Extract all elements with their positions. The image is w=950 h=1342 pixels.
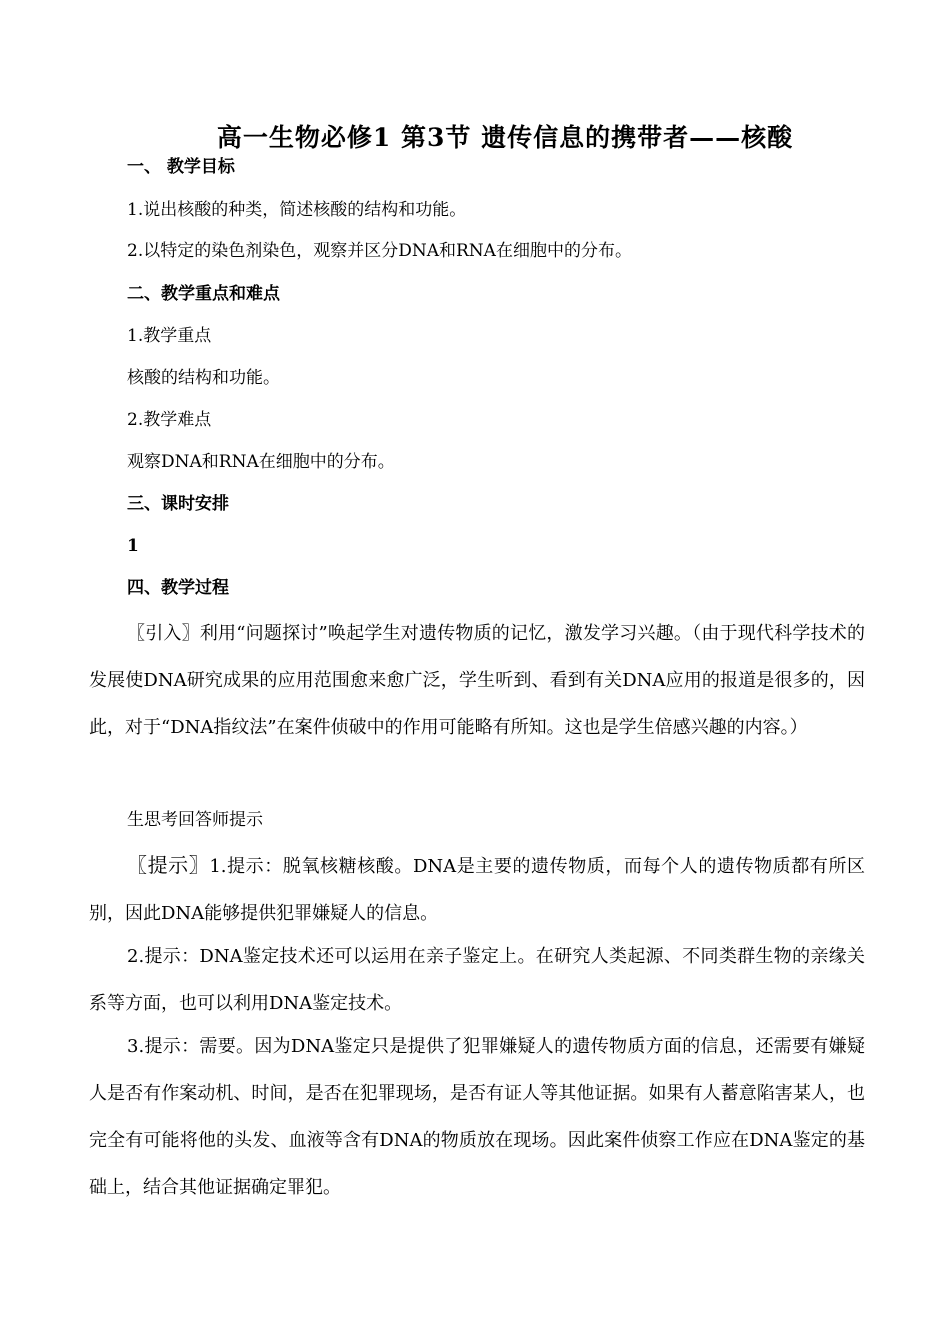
hint-label: 〖提示〗 bbox=[127, 853, 210, 877]
intro-paragraph: 〖引入〗利用“问题探讨”唤起学生对遗传物质的记忆，激发学习兴趣。（由于现代科学技术的发展使DNA研究成果的应用范围愈来愈广泛，学生听到、看到有关DNA应用的报道是很多的，因此，对于“DNA指纹法”在案件侦破中的作用可能略有所知。这也是学生倍感兴趣的内容。） bbox=[89, 623, 865, 738]
difficulty: 观察DNA和RNA在细胞中的分布。 bbox=[127, 452, 395, 472]
process-heading: 四、教学过程 bbox=[127, 578, 229, 598]
hint-1-paragraph bbox=[89, 842, 865, 937]
goal-2: 2.以特定的染色剂染色，观察并区分DNA和RNA在细胞中的分布。 bbox=[127, 241, 632, 261]
hint-3-paragraph: 3.提示：需要。因为DNA鉴定只是提供了犯罪嫌疑人的遗传物质方面的信息，还需要有嫌疑人是否有作案动机、时间，是否在犯罪现场，是否有证人等其他证据。如果有人蓄意陷害某人，也完全有可能将他的头发、血液等含有DNA的物质放在现场。因此案件侦察工作应在DNA鉴定的基础上，结合其他证据确定罪犯。 bbox=[89, 1036, 865, 1198]
difficulty-label: 2.教学难点 bbox=[127, 410, 212, 430]
goals-heading: 一、 教学目标 bbox=[127, 157, 235, 177]
think-line: 生思考回答师提示 bbox=[127, 810, 263, 830]
key-point: 核酸的结构和功能。 bbox=[127, 368, 280, 388]
goal-1: 1.说出核酸的种类，简述核酸的结构和功能。 bbox=[127, 200, 467, 220]
key-point-label: 1.教学重点 bbox=[127, 326, 212, 346]
hint-1-text: 1.提示：脱氧核糖核酸。DNA是主要的遗传物质，而每个人的遗传物质都有所区别，因此DNA能够提供犯罪嫌疑人的信息。 bbox=[89, 856, 865, 924]
hint-2-paragraph: 2.提示：DNA鉴定技术还可以运用在亲子鉴定上。在研究人类起源、不同类群生物的亲缘关系等方面，也可以利用DNA鉴定技术。 bbox=[89, 946, 865, 1014]
key-heading: 二、教学重点和难点 bbox=[127, 284, 280, 304]
schedule-heading: 三、课时安排 bbox=[127, 494, 229, 514]
schedule-value: 1 bbox=[127, 536, 139, 556]
document-title: 高一生物必修1 第3节 遗传信息的携带者——核酸 bbox=[216, 123, 794, 152]
